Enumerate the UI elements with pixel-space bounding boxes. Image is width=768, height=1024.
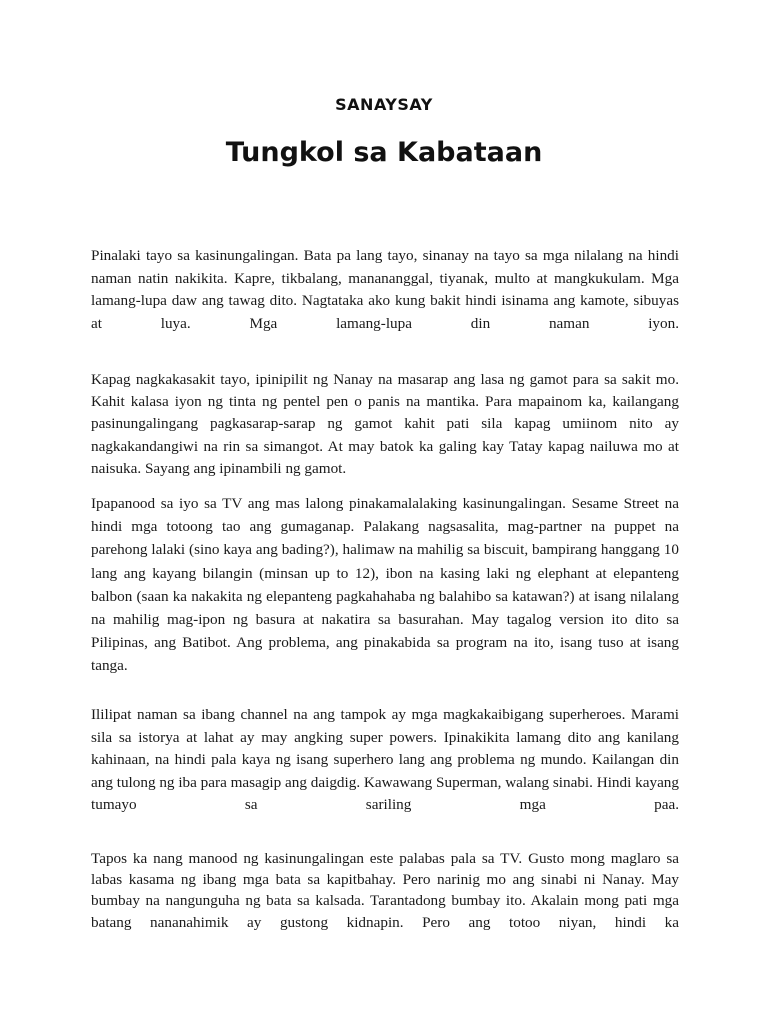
genre-label: SANAYSAY bbox=[335, 95, 433, 114]
page-title: Tungkol sa Kabataan bbox=[225, 137, 543, 168]
paragraph-1: Pinalaki tayo sa kasinungalingan. Bata pa lang tayo, sinanay na tayo sa mga nilalang na hindi naman natin nakikita. Kapre, tikbalang, manananggal, tiyanak, multo at mangkukulam. Mga lamang-lupa daw ang tawag dito. Nagtataka ako kung bakit hindi isinama ang kamote, sibuyas at luya. Mga lamang-lupa din naman iyon. bbox=[91, 247, 679, 332]
paragraph-2: Kapag nagkakasakit tayo, ipinipilit ng Nanay na masarap ang lasa ng gamot para sa sakit mo. Kahit kalasa iyon ng tinta ng pentel pen o panis na mantika. Para mapainom ka, kailangang pasinungalingang pagkasarap-sarap ng gamot kahit pati sila kapag umiinom nito ay nagkakandangiwi na rin sa simangot. At may batok ka galing kay Tatay kapag nailuwa mo at naisuka. Sayang ang ipinambili ng gamot. bbox=[91, 371, 679, 477]
paragraph-4: Ililipat naman sa ibang channel na ang tampok ay mga magkakaibigang superheroes. Marami sila sa istorya at lahat ay may angking super powers. Ipinakikita lamang dito ang kanilang kahinaan, na hindi pala kaya ng isang superhero lang ang problema ng mundo. Kailangan din ang tulong ng iba para masagip ang daigdig. Kawawang Superman, walang sinabi. Hindi kayang tumayo sa sariling mga paa. bbox=[91, 706, 679, 813]
paragraph-5: Tapos ka nang manood ng kasinungalingan este palabas pala sa TV. Gusto mong maglaro sa labas kasama ng ibang mga bata sa kapitbahay. Pero narinig mo ang sinabi ni Nanay. May bumbay na nangunguha ng bata sa kalsada. Tarantadong bumbay ito. Akalain mong pati mga batang nananahimik ay gustong kidnapin. Pero ang totoo niyan, hindi ka bbox=[91, 850, 679, 931]
paragraph-3: Ipapanood sa iyo sa TV ang mas lalong pinakamalalaking kasinungalingan. Sesame Street na hindi mga totoong tao ang gumaganap. Palakang nagsasalita, mag-partner na puppet na parehong lalaki (sino kaya ang bading?), halimaw na mahilig sa biscuit, bampirang hanggang 10 lang ang kayang bilangin (minsan up to 12), ibon na kasing laki ng elephant at elepanteng balbon (saan ka nakakita ng elepanteng pagkahahaba ng balahibo sa katawan?) at isang nilalang na mahilig mag-ipon ng basura at nakatira sa basurahan. May tagalog version ito dito sa Pilipinas, ang Batibot. Ang problema, ang pinakabida sa program na ito, isang tuso at isang tanga. bbox=[91, 495, 679, 675]
